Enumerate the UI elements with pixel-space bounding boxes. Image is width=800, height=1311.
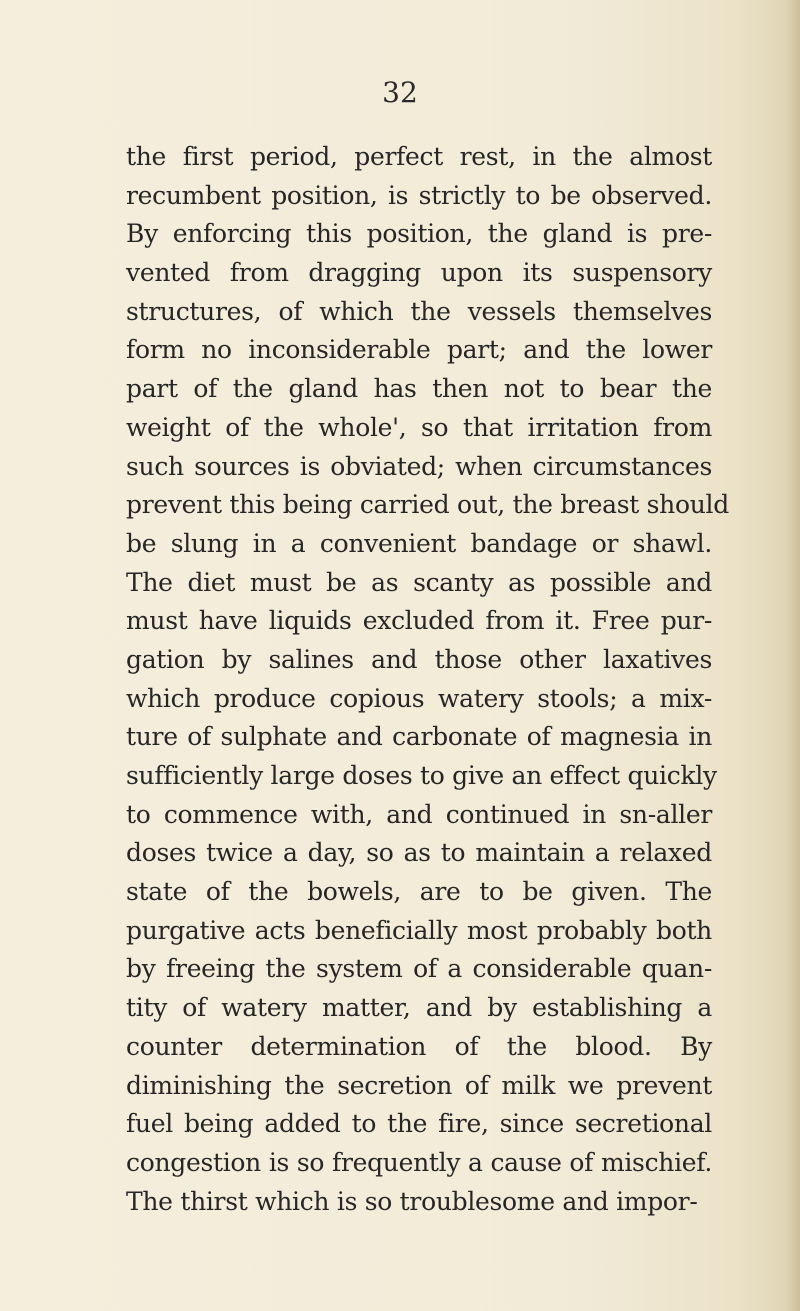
text-line: prevent this being carried out, the breast should (126, 490, 729, 520)
text-line: vented from dragging upon its suspensory (126, 258, 712, 288)
text-line: diminishing the secretion of milk we prevent (126, 1070, 712, 1100)
text-line: sufficiently large doses to give an effect quickly (126, 761, 717, 790)
text-line: By enforcing this position, the gland is pre- (126, 219, 712, 249)
text-line: purgative acts beneficially most probably both (126, 915, 712, 945)
text-line: counter determination of the blood. By (126, 1031, 712, 1061)
text-line: The diet must be as scanty as possible and (126, 567, 712, 597)
text-line: weight of the whole', so that irritation from (126, 412, 712, 442)
text-line: such sources is obviated; when circumstances (126, 451, 712, 481)
text-line: structures, of which the vessels themselves (126, 296, 712, 326)
text-line: doses twice a day, so as to maintain a relaxed (126, 838, 712, 868)
text-line: recumbent position, is strictly to be observed. (126, 180, 712, 210)
text-line: be slung in a convenient bandage or shawl. (126, 528, 712, 558)
body-text (126, 138, 729, 1221)
text-line: congestion is so frequently a cause of mischief. (126, 1147, 712, 1177)
text-line: must have liquids excluded from it. Free pur- (126, 606, 712, 636)
page-edge-shadow (786, 0, 800, 1311)
text-line: to commence with, and continued in sn-aller (126, 799, 712, 829)
text-line: the first period, perfect rest, in the almost (126, 142, 712, 171)
page-number: 32 (382, 76, 418, 109)
text-line: The thirst which is so troublesome and impor- (126, 1186, 698, 1216)
text-line: ture of sulphate and carbonate of magnesia in (126, 722, 712, 752)
text-line: part of the gland has then not to bear the (126, 374, 712, 404)
text-line: form no inconsiderable part; and the lower (126, 335, 712, 365)
text-line: gation by salines and those other laxatives (126, 644, 712, 674)
text-line: fuel being added to the fire, since secretional (126, 1109, 712, 1139)
text-line: tity of watery matter, and by establishing a (126, 993, 712, 1023)
text-line: which produce copious watery stools; a mix- (126, 683, 712, 713)
text-line: by freeing the system of a considerable quan- (126, 954, 712, 984)
text-line: state of the bowels, are to be given. The (126, 877, 712, 907)
